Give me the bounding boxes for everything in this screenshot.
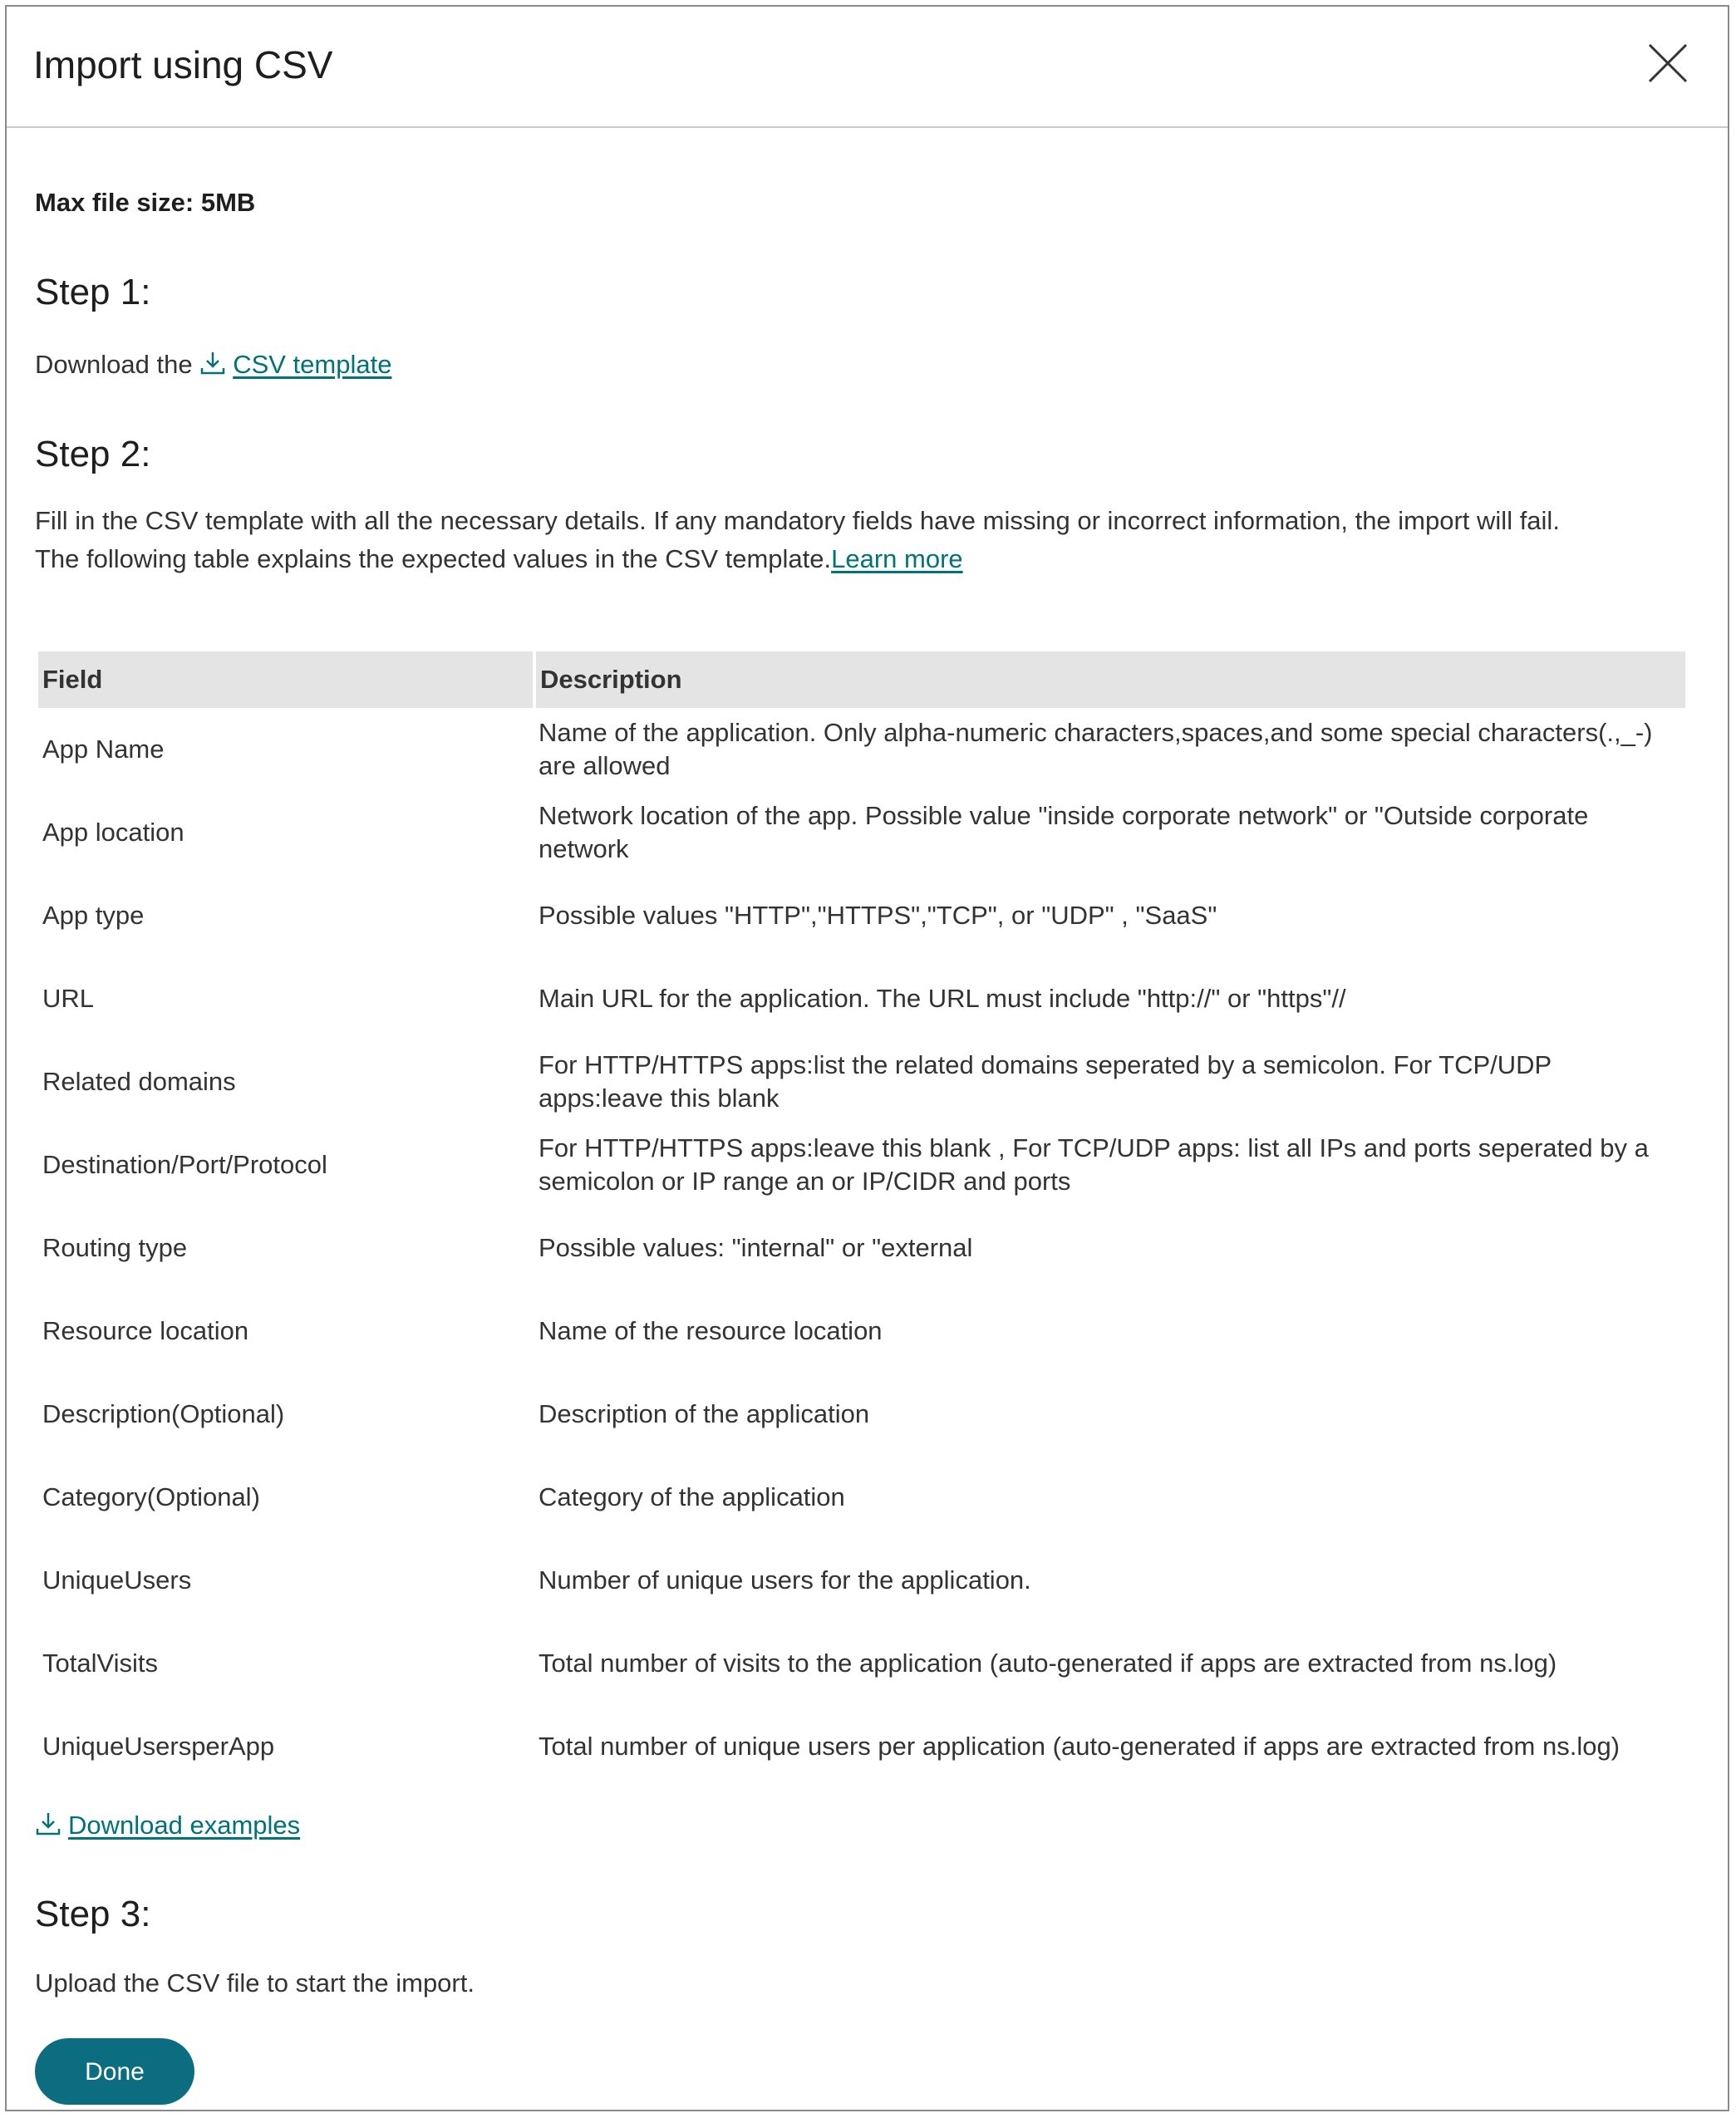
- step2-text: [35, 502, 1689, 578]
- description-cell: Category of the application: [539, 1482, 845, 1511]
- description-cell: Number of unique users for the application.: [539, 1565, 1031, 1595]
- fields-table: [38, 651, 1685, 1788]
- step3-heading: Step 3:: [35, 1894, 151, 1934]
- table-row: [38, 1539, 1685, 1622]
- table-row: [38, 1206, 1685, 1290]
- description-cell: Possible values "HTTP","HTTPS","TCP", or "UDP" , "SaaS": [539, 901, 1217, 930]
- description-cell: For HTTP/HTTPS apps:leave this blank , For TCP/UDP apps: list all IPs and ports seperated by a semicolon or IP range an or IP/CIDR and ports: [539, 1133, 1649, 1196]
- csv-template-label: CSV template: [233, 350, 392, 379]
- step2-para1: Fill in the CSV template with all the necessary details. If any mandatory fields have missing or incorrect information, the import will fail.: [35, 506, 1560, 535]
- step2-para2-text: The following table explains the expected values in the CSV template.: [35, 544, 832, 573]
- step1-text: [35, 346, 391, 384]
- field-cell: UniqueUsers: [42, 1565, 192, 1595]
- description-cell: Name of the resource location: [539, 1316, 883, 1345]
- download-icon: [199, 350, 226, 376]
- field-cell: Category(Optional): [42, 1482, 260, 1511]
- table-row: [38, 1290, 1685, 1373]
- field-cell: App location: [42, 818, 184, 847]
- description-cell: Total number of visits to the application (auto-generated if apps are extracted from ns.log): [539, 1649, 1557, 1678]
- description-cell: Name of the application. Only alpha-numeric characters,spaces,and some special characters(.,_-) are allowed: [539, 718, 1653, 780]
- table-row: [38, 957, 1685, 1040]
- import-csv-dialog: [5, 5, 1729, 2111]
- step2-para2: [35, 540, 1689, 578]
- header-description: Description: [534, 651, 1685, 708]
- field-cell: Destination/Port/Protocol: [42, 1150, 327, 1179]
- description-cell: For HTTP/HTTPS apps:list the related domains seperated by a semicolon. For TCP/UDP apps:leave this blank: [539, 1050, 1552, 1113]
- table-row: [38, 1622, 1685, 1705]
- table-row: [38, 1456, 1685, 1539]
- field-cell: Description(Optional): [42, 1399, 285, 1428]
- description-cell: Main URL for the application. The URL must include "http://" or "https"//: [539, 984, 1346, 1013]
- field-cell: App type: [42, 901, 145, 930]
- download-icon: [35, 1811, 61, 1837]
- step3-text: Upload the CSV file to start the import.: [35, 1968, 475, 1998]
- step1-heading: Step 1:: [35, 272, 151, 312]
- download-examples-row: [35, 1806, 300, 1845]
- table-header-row: [38, 651, 1685, 708]
- close-icon: [1645, 40, 1691, 86]
- table-row: [38, 1040, 1685, 1123]
- download-examples-label: Download examples: [68, 1811, 301, 1840]
- description-cell: Description of the application: [539, 1399, 870, 1428]
- table-row: [38, 874, 1685, 957]
- table-row: [38, 791, 1685, 874]
- field-cell: Routing type: [42, 1233, 188, 1262]
- done-button[interactable]: Done: [35, 2038, 194, 2105]
- description-cell: Total number of unique users per application (auto-generated if apps are extracted from ns.log): [539, 1732, 1620, 1761]
- field-cell: UniqueUsersperApp: [42, 1732, 275, 1761]
- dialog-title: Import using CSV: [33, 43, 333, 86]
- step2-heading: Step 2:: [35, 434, 151, 474]
- field-cell: TotalVisits: [42, 1649, 158, 1678]
- step1-prefix: Download the: [35, 350, 193, 379]
- field-cell: URL: [42, 984, 95, 1013]
- description-cell: Network location of the app. Possible value "inside corporate network" or "Outside corporate network: [539, 801, 1589, 863]
- field-cell: Related domains: [42, 1067, 236, 1096]
- header-field: Field: [38, 651, 534, 708]
- field-cell: App Name: [42, 735, 165, 764]
- table-row: [38, 1705, 1685, 1788]
- field-cell: Resource location: [42, 1316, 249, 1345]
- download-examples-link[interactable]: [35, 1811, 300, 1840]
- learn-more-link[interactable]: Learn more: [831, 544, 963, 573]
- table-row: [38, 708, 1685, 791]
- close-button[interactable]: [1645, 40, 1691, 86]
- max-file-size: Max file size: 5MB: [35, 188, 256, 217]
- description-cell: Possible values: "internal" or "external: [539, 1233, 973, 1262]
- csv-template-link[interactable]: [199, 350, 391, 379]
- dialog-header: [7, 7, 1728, 128]
- table-row: [38, 1123, 1685, 1206]
- table-row: [38, 1373, 1685, 1456]
